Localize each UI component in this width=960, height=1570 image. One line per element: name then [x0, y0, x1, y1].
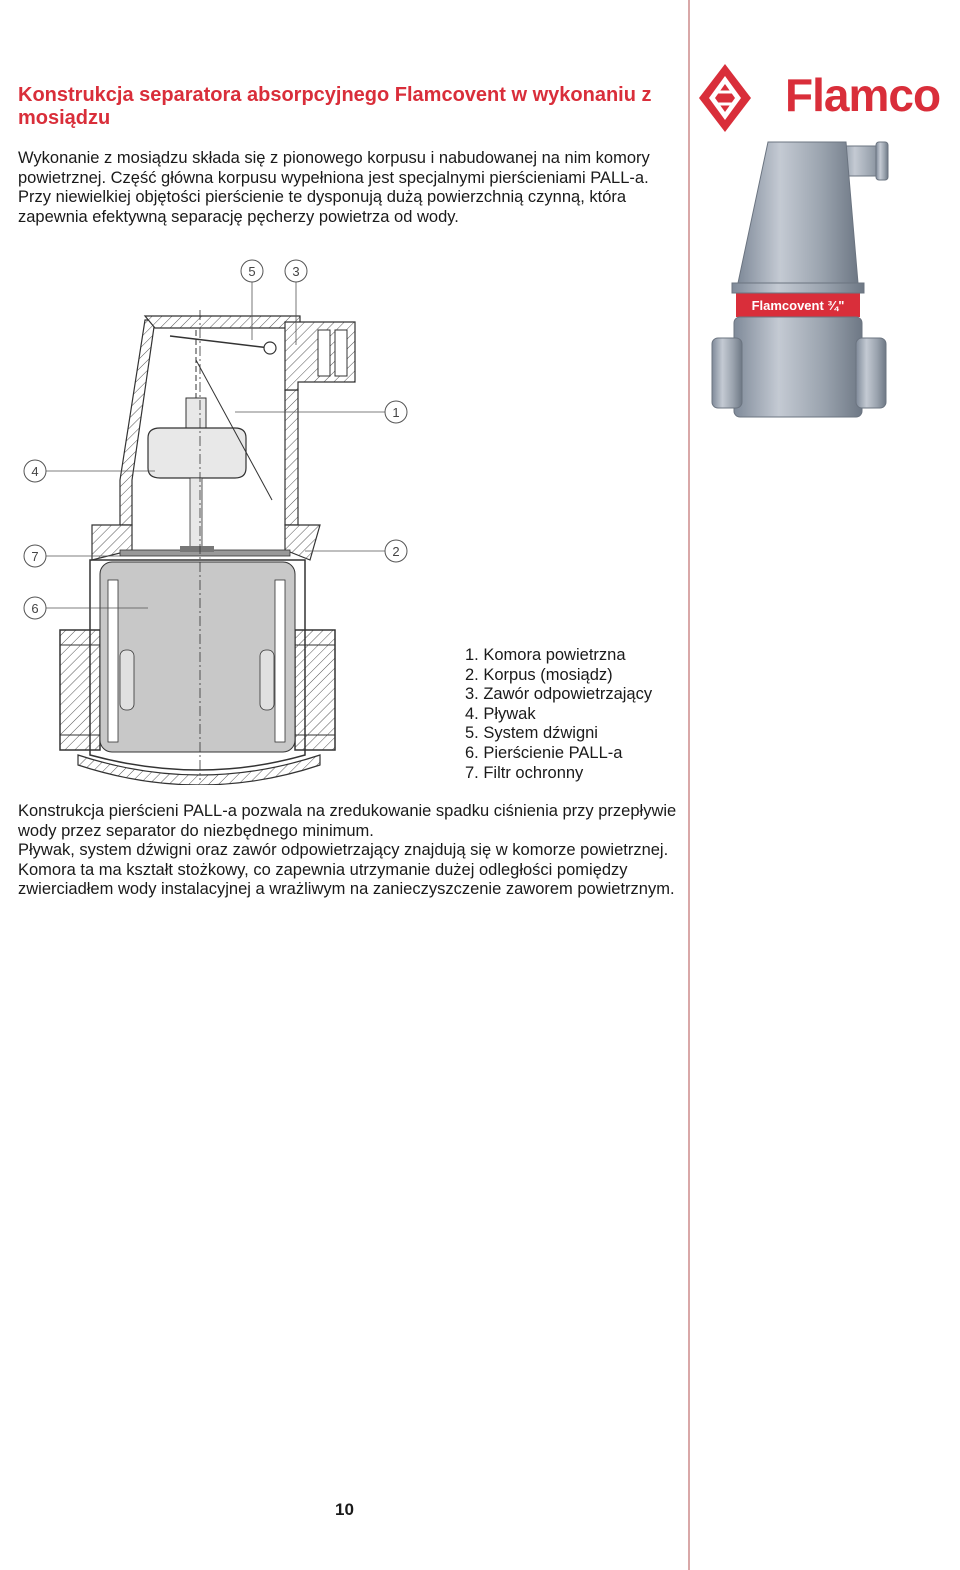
- svg-text:2: 2: [392, 544, 400, 559]
- svg-text:Flamcovent ¾": Flamcovent ¾": [751, 298, 845, 313]
- separator-cross-section-diagram: [20, 250, 420, 785]
- legend-item: 2. Korpus (mosiądz): [465, 665, 613, 684]
- legend-item: 1. Komora powietrzna: [465, 646, 626, 664]
- svg-text:6: 6: [31, 601, 39, 616]
- pall-rings-packing: [100, 562, 295, 752]
- callout-2: [305, 540, 407, 562]
- page-divider-line: [688, 0, 690, 1570]
- callout-1: [235, 401, 407, 423]
- intro-paragraph: Wykonanie z mosiądzu składa się z pionowego korpusu i nabudowanej na nim komory powietrznej. Część główna korpusu wypełniona jest specjalnymi pierścieniami PALL-a. Przy niewielkiej objętości pierścienie te dysponują dużą powierzchnią czynną, która zapewnia efektywną separację pęcherzy powietrza od wody.: [18, 149, 650, 226]
- page-number: 10: [335, 1500, 354, 1519]
- legend-item: 3. Zawór odpowietrzający: [465, 685, 653, 704]
- brand-logo-text: Flamco: [785, 69, 941, 121]
- svg-text:5: 5: [248, 264, 256, 279]
- svg-text:4: 4: [31, 464, 39, 479]
- parts-legend: [465, 646, 652, 783]
- legend-item: 7. Filtr ochronny: [465, 763, 584, 782]
- product-photo: [708, 138, 890, 428]
- callout-4: [24, 460, 155, 482]
- legend-item: 4. Pływak: [465, 704, 536, 723]
- svg-text:3: 3: [292, 264, 300, 279]
- description-paragraph-1: Konstrukcja pierścieni PALL-a pozwala na zredukowanie spadku ciśnienia przy przepływie wody przez separator do niezbędnego minimum.: [18, 802, 677, 840]
- legend-item: 5. System dźwigni: [465, 724, 598, 743]
- description-text: [18, 802, 678, 900]
- flamco-diamond-icon: [697, 62, 753, 134]
- svg-text:7: 7: [31, 549, 39, 564]
- legend-item: 6. Pierścienie PALL-a: [465, 743, 623, 762]
- page-title: Konstrukcja separatora absorpcyjnego Flamcovent w wykonaniu z mosiądzu: [18, 84, 652, 129]
- description-paragraph-2: Pływak, system dźwigni oraz zawór odpowietrzający znajdują się w komorze powietrznej. Komora ta ma kształt stożkowy, co zapewnia utrzymanie dużej odległości pomiędzy zwierciadłem wody instalacyjnej a wrażliwym na zanieczyszczenie zaworem powietrznym.: [18, 841, 675, 899]
- float-assembly: [148, 330, 276, 552]
- main-column: [18, 84, 678, 227]
- svg-text:1: 1: [392, 405, 400, 420]
